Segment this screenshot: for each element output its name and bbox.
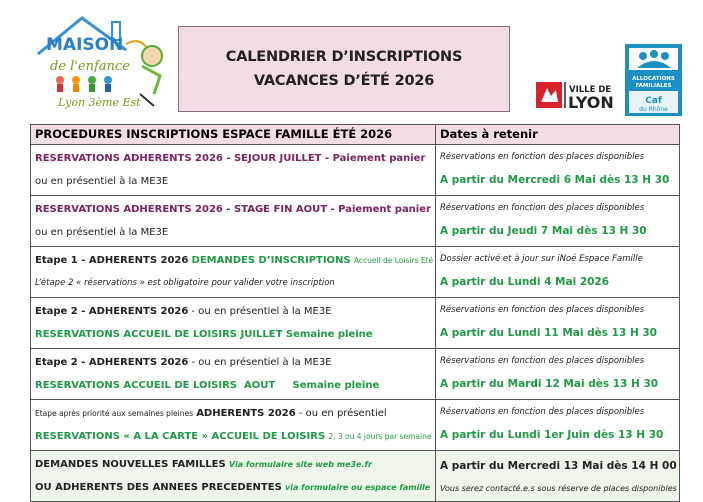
procedure-step: Etape 2 - ADHERENTS 2026 (35, 357, 189, 368)
maison-enfance-logo (30, 14, 170, 112)
table-row (31, 196, 680, 247)
date-note: Dossier activé et à jour sur iNoé Espace Famille (440, 254, 643, 264)
procedure-title: DEMANDES D’INSCRIPTIONS (191, 255, 351, 266)
table-row (31, 400, 680, 451)
svg-text:du Rhône: du Rhône (639, 106, 668, 113)
procedure-detail: ou en présentiel à la ME3E (35, 176, 169, 187)
date-note: Réservations en fonction des places disponibles (440, 356, 645, 366)
row-procedure (31, 247, 436, 298)
ville-de-lyon-logo (536, 80, 616, 110)
procedure-step: ADHERENTS 2026 (196, 408, 296, 419)
procedure-method: Via formulaire site web me3e.fr (228, 460, 372, 469)
date-value: A partir du Lundi 1er Juin dès 13 H 30 (440, 429, 664, 441)
svg-text:Lyon 3ème Est: Lyon 3ème Est (58, 96, 141, 109)
table-row (31, 247, 680, 298)
table-row (31, 298, 680, 349)
row-dates (436, 247, 680, 298)
procedure-title: RESERVATIONS ACCUEIL DE LOISIRS JUILLET Semaine pleine (35, 329, 373, 340)
row-procedure (31, 400, 436, 451)
caf-logo (625, 44, 682, 116)
date-value: A partir du Mercredi 13 Mai dès 14 H 00 (440, 460, 677, 472)
procedure-scope: 2, 3 ou 4 jours par semaine (328, 432, 432, 441)
procedure-detail: ou en présentiel à la ME3E (35, 227, 169, 238)
date-value: A partir du Lundi 11 Mai dès 13 H 30 (440, 327, 657, 339)
table-row (31, 349, 680, 400)
table-header-row (31, 125, 680, 145)
inscriptions-table (30, 124, 680, 502)
date-value: A partir du Mercredi 6 Mai dès 13 H 30 (440, 174, 670, 186)
header-dates: Dates à retenir (436, 125, 680, 145)
date-note: Réservations en fonction des places disponibles (440, 305, 645, 315)
row-dates (436, 400, 680, 451)
date-value: A partir du Jeudi 7 Mai dès 13 H 30 (440, 225, 647, 237)
row-dates (436, 145, 680, 196)
date-note: Réservations en fonction des places disponibles (440, 203, 645, 213)
date-value: A partir du Mardi 12 Mai dès 13 H 30 (440, 378, 659, 390)
row-dates (436, 451, 680, 502)
row-procedure (31, 298, 436, 349)
procedure-title: RESERVATIONS ACCUEIL DE LOISIRS AOUT Semaine pleine (35, 380, 380, 391)
row-procedure (31, 145, 436, 196)
table-row (31, 145, 680, 196)
procedure-step: Etape 2 - ADHERENTS 2026 (35, 306, 189, 317)
svg-text:VILLE DE: VILLE DE (569, 85, 612, 95)
row-procedure (31, 196, 436, 247)
procedure-title: OU ADHERENTS DES ANNEES PRECEDENTES (35, 482, 282, 493)
procedure-option: - ou en présentiel à la ME3E (188, 306, 332, 317)
svg-text:LYON: LYON (568, 93, 614, 110)
svg-text:ALLOCATIONS: ALLOCATIONS (632, 76, 675, 82)
procedure-priority: Etape après priorité aux semaines pleines (35, 409, 193, 418)
procedure-title: RESERVATIONS « A LA CARTE » ACCUEIL DE LOISIRS (35, 431, 326, 442)
date-note: Vous serez contacté.e.s sous réserve de places disponibles (440, 484, 677, 493)
svg-text:de l'enfance: de l'enfance (50, 59, 130, 74)
row-procedure (31, 349, 436, 400)
svg-text:FAMILIALES: FAMILIALES (635, 83, 672, 89)
svg-text:MAISON: MAISON (46, 35, 124, 55)
header-procedures: PROCEDURES INSCRIPTIONS ESPACE FAMILLE ÉTÉ 2026 (31, 125, 436, 145)
date-value: A partir du Lundi 4 Mai 2026 (440, 276, 610, 288)
page-title-line1: CALENDRIER D’INSCRIPTIONS (225, 49, 463, 65)
date-note: Réservations en fonction des places disponibles (440, 152, 645, 162)
row-dates (436, 349, 680, 400)
title-box (178, 26, 510, 112)
table-row (31, 451, 680, 502)
page-title-line2: VACANCES D’ÉTÉ 2026 (253, 73, 435, 89)
svg-text:Caf: Caf (645, 96, 662, 106)
procedure-method: via formulaire ou espace famille (284, 483, 431, 492)
procedure-title: RESERVATIONS ADHERENTS 2026 - STAGE FIN AOUT - Paiement panier (35, 204, 431, 215)
procedure-title: DEMANDES NOUVELLES FAMILLES (35, 459, 226, 470)
procedure-option: - ou en présentiel à la ME3E (188, 357, 332, 368)
procedure-step: Etape 1 - ADHERENTS 2026 (35, 255, 189, 266)
procedure-detail: L’étape 2 « réservations » est obligatoire pour valider votre inscription (35, 278, 335, 288)
row-dates (436, 298, 680, 349)
procedure-scope: Accueil de Loisirs Eté (353, 256, 434, 265)
row-dates (436, 196, 680, 247)
procedure-title: RESERVATIONS ADHERENTS 2026 - SEJOUR JUILLET - Paiement panier (35, 153, 426, 164)
row-procedure (31, 451, 436, 502)
procedure-option: - ou en présentiel (295, 408, 387, 419)
date-note: Réservations en fonction des places disponibles (440, 407, 645, 417)
